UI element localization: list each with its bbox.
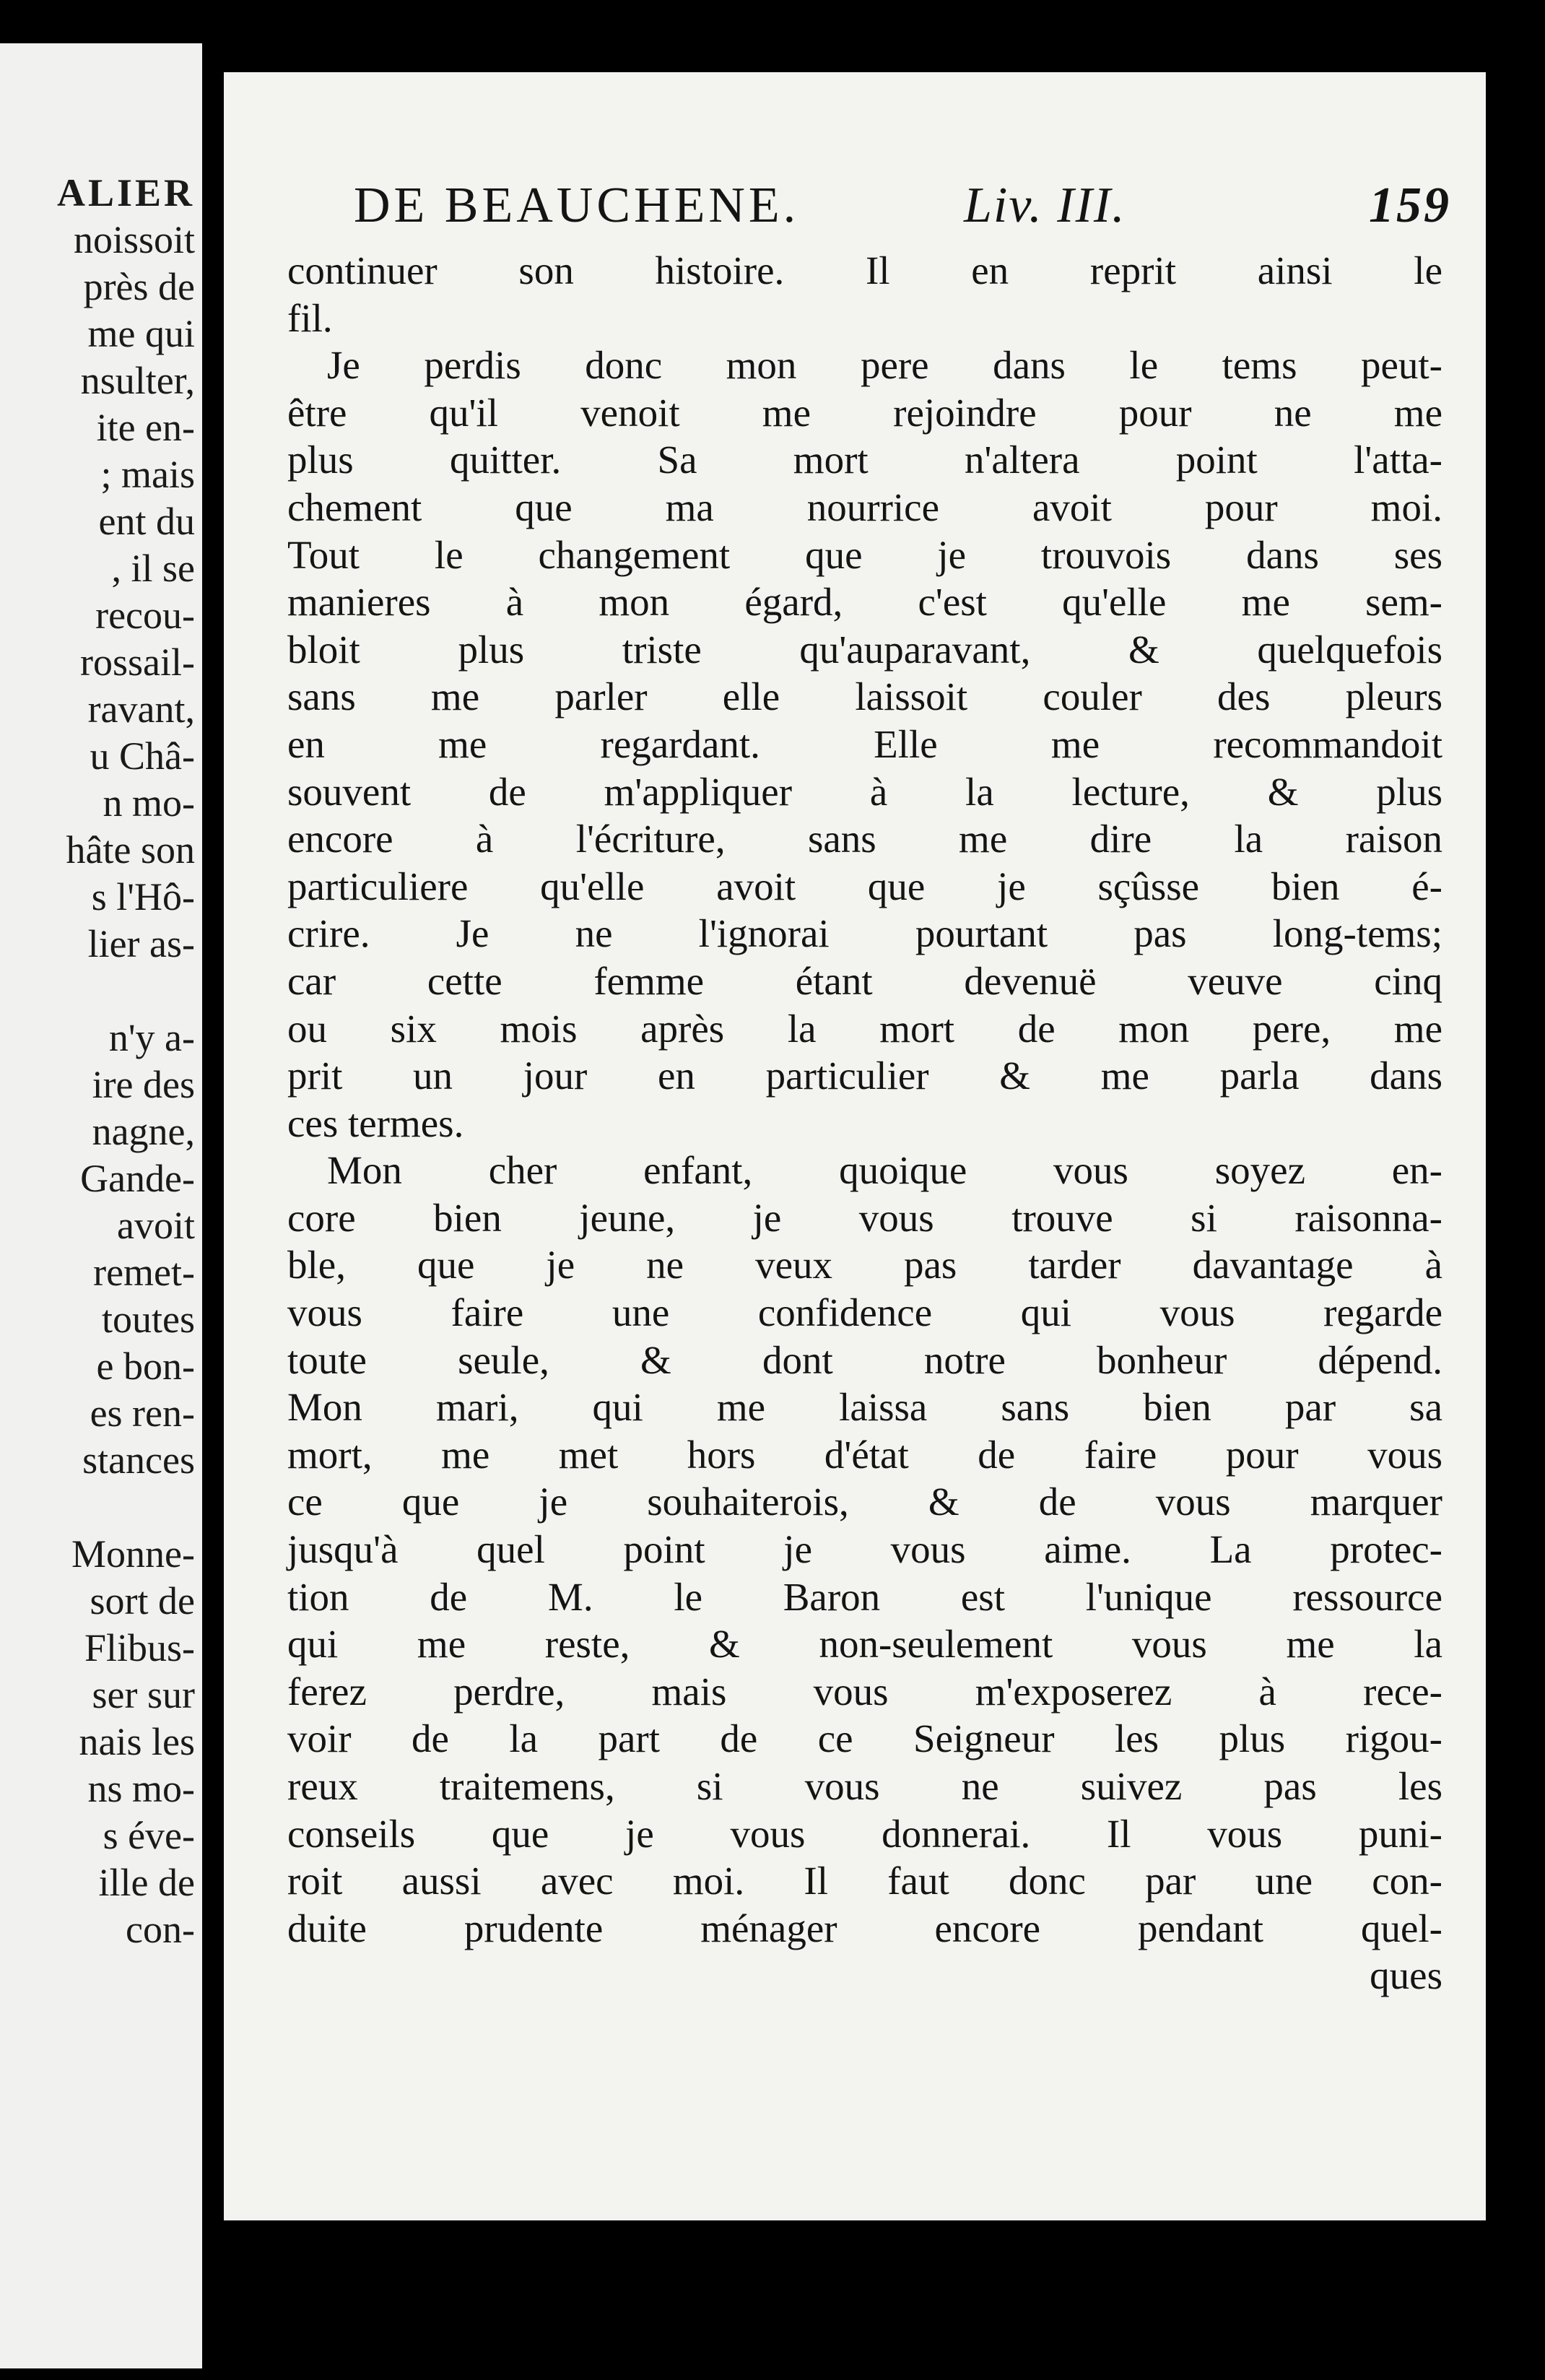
text-line: Je perdis donc mon pere dans le tems peut- [327, 343, 1442, 388]
page-body [287, 247, 1442, 1999]
text-line: qui me reste, & non-seulement vous me la [287, 1622, 1442, 1667]
text-line: jusqu'à quel point je vous aime. La protec- [287, 1527, 1442, 1572]
facing-page-line: ser sur [92, 1673, 195, 1716]
text-line: ble, que je ne veux pas tarder davantage à [287, 1243, 1442, 1287]
text-line: sans me parler elle laissoit couler des pleurs [287, 674, 1442, 719]
text-line: chement que ma nourrice avoit pour moi. [287, 485, 1442, 529]
facing-page-text [57, 170, 195, 1953]
facing-page-line: es ren- [90, 1391, 195, 1435]
facing-page-line: hâte son [66, 828, 195, 872]
facing-page [0, 43, 202, 2368]
facing-page-line: me qui [87, 312, 195, 355]
text-line: core bien jeune, je vous trouve si raisonna- [287, 1195, 1442, 1240]
facing-page-line: sort de [90, 1579, 195, 1623]
facing-page-line: ; mais [100, 453, 195, 496]
facing-page-line: avoit [117, 1204, 195, 1247]
facing-page-line: stances [82, 1438, 195, 1482]
facing-page-line: ravant, [87, 687, 195, 731]
text-line: être qu'il venoit me rejoindre pour ne me [287, 390, 1442, 435]
text-line: car cette femme étant devenuë veuve cinq [287, 958, 1442, 1003]
facing-page-line: nagne, [92, 1110, 195, 1153]
facing-page-line: Monne- [71, 1532, 195, 1576]
text-line: duite prudente ménager encore pendant quel- [287, 1906, 1442, 1950]
facing-page-line: ille de [98, 1861, 195, 1904]
text-line: vous faire une confidence qui vous regarde [287, 1290, 1442, 1335]
book-number: Liv. III. [964, 178, 1126, 233]
running-header [354, 170, 1458, 242]
text-line: tion de M. le Baron est l'unique ressource [287, 1574, 1442, 1619]
text-line: reux traitemens, si vous ne suivez pas les [287, 1764, 1442, 1808]
text-line: manieres à mon égard, c'est qu'elle me sem- [287, 580, 1442, 625]
facing-page-line: con- [126, 1908, 195, 1951]
facing-page-line: Flibus- [84, 1626, 195, 1669]
book-page [224, 72, 1486, 2220]
facing-page-line: noissoit [73, 218, 195, 261]
facing-page-line: ite en- [96, 406, 195, 449]
facing-page-line: ns mo- [87, 1767, 195, 1810]
facing-page-line: nsulter, [80, 359, 195, 402]
catchword: ques [1370, 1953, 1442, 1998]
text-line: Mon cher enfant, quoique vous soyez en- [327, 1148, 1442, 1193]
text-line: ferez perdre, mais vous m'exposerez à rece- [287, 1669, 1442, 1714]
text-line: toute seule, & dont notre bonheur dépend. [287, 1337, 1442, 1382]
facing-page-line: lier as- [87, 922, 195, 965]
text-line: crire. Je ne l'ignorai pourtant pas long-tems; [287, 911, 1442, 956]
text-line: encore à l'écriture, sans me dire la raison [287, 817, 1442, 861]
facing-page-line: s éve- [103, 1814, 195, 1857]
facing-page-line [57, 968, 195, 1015]
facing-page-line: n'y a- [108, 1016, 195, 1059]
facing-page-line: nais les [79, 1720, 195, 1763]
running-title: DE BEAUCHENE. [354, 178, 800, 233]
text-line: roit aussi avec moi. Il faut donc par une con- [287, 1859, 1442, 1903]
text-line: en me regardant. Elle me recommandoit [287, 721, 1442, 766]
text-line: plus quitter. Sa mort n'altera point l'atta- [287, 438, 1442, 482]
facing-page-line [57, 1484, 195, 1531]
facing-page-line: rossail- [80, 640, 195, 684]
text-line: ces termes. [287, 1100, 464, 1145]
facing-page-line: Gande- [80, 1157, 195, 1200]
facing-page-line: s l'Hô- [91, 875, 195, 918]
text-line: conseils que je vous donnerai. Il vous puni- [287, 1811, 1442, 1856]
text-line: ou six mois après la mort de mon pere, me [287, 1006, 1442, 1051]
facing-page-line: remet- [93, 1251, 195, 1294]
page-number: 159 [1369, 178, 1451, 233]
text-line: ce que je souhaiterois, & de vous marquer [287, 1480, 1442, 1524]
text-line: souvent de m'appliquer à la lecture, & plus [287, 769, 1442, 814]
text-line: fil. [287, 295, 333, 340]
facing-page-line: ire des [92, 1063, 195, 1106]
text-line: Mon mari, qui me laissa sans bien par sa [287, 1385, 1442, 1430]
text-line: mort, me met hors d'état de faire pour vous [287, 1432, 1442, 1477]
text-line: prit un jour en particulier & me parla dans [287, 1054, 1442, 1098]
text-line: Tout le changement que je trouvois dans ses [287, 532, 1442, 577]
text-line: particuliere qu'elle avoit que je sçûsse bien é- [287, 864, 1442, 908]
facing-page-line: e bon- [96, 1345, 195, 1388]
book-gutter [202, 0, 224, 2380]
text-line: continuer son histoire. Il en reprit ainsi le [287, 248, 1442, 292]
text-line: voir de la part de ce Seigneur les plus rigou- [287, 1716, 1442, 1761]
facing-page-line: n mo- [103, 781, 195, 825]
facing-page-line: u Châ- [90, 734, 195, 778]
facing-page-line: près de [83, 265, 195, 308]
facing-page-header: ALIER [56, 171, 195, 214]
text-line: bloit plus triste qu'auparavant, & quelquefois [287, 627, 1442, 672]
facing-page-line: toutes [102, 1298, 195, 1341]
facing-page-line: ent du [98, 500, 195, 543]
facing-page-line: recou- [95, 594, 195, 637]
facing-page-line: , il se [111, 547, 195, 590]
